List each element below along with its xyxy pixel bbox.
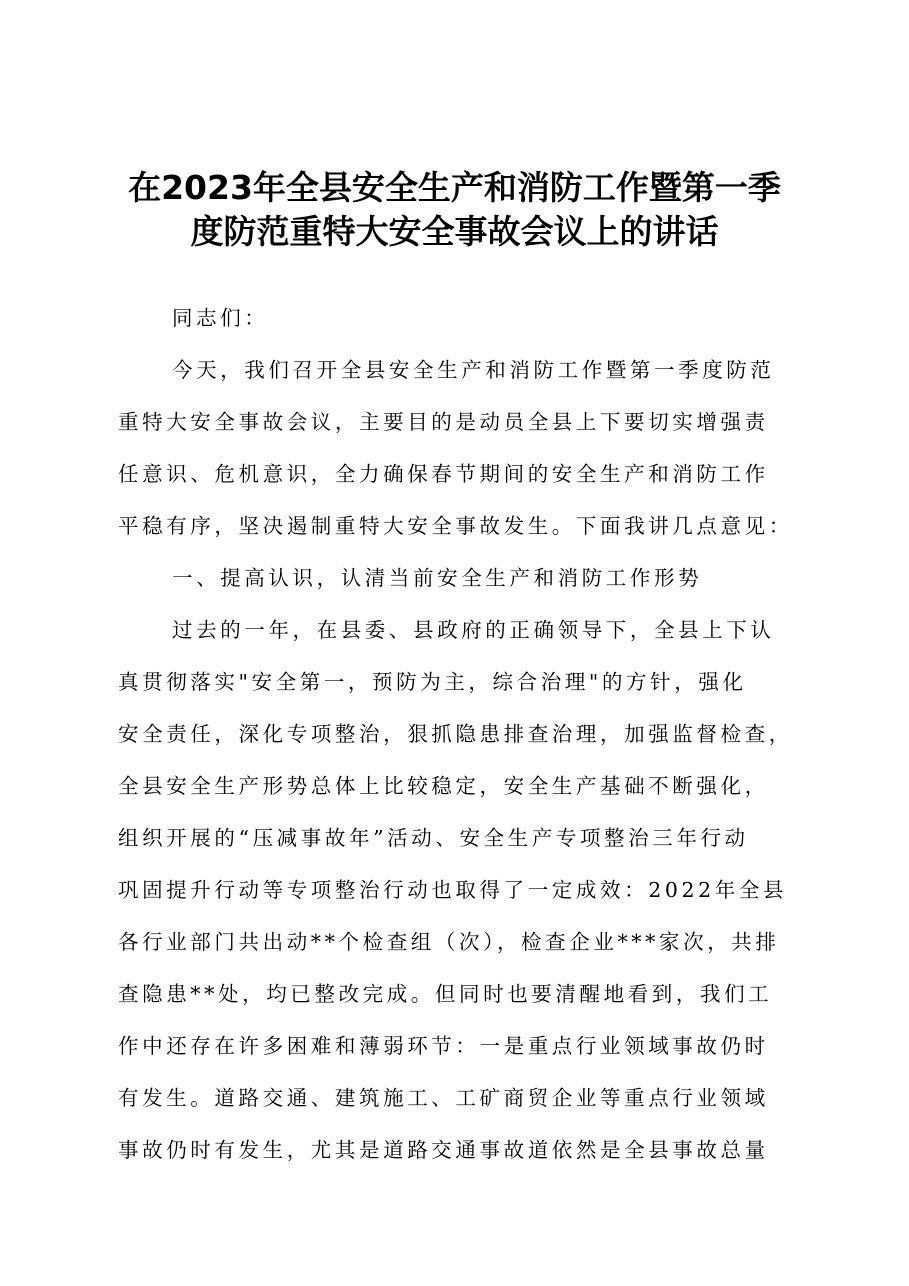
paragraph-2-line-2: 真贯彻落实"安全第一，预防为主，综合治理"的方针，强化 [118, 670, 747, 694]
paragraph-2-line-10: 有发生。道路交通、建筑施工、工矿商贸企业等重点行业领域 [118, 1086, 769, 1110]
paragraph-1-line-1: 今天，我们召开全县安全生产和消防工作暨第一季度防范 [172, 358, 775, 382]
paragraph-2-line-9: 作中还存在许多困难和薄弱环节：一是重点行业领域事故仍时 [118, 1034, 769, 1058]
paragraph-1-line-4: 平稳有序，坚决遏制重特大安全事故发生。下面我讲几点意见： [118, 514, 793, 538]
paragraph-2-line-4: 全县安全生产形势总体上比较稳定，安全生产基础不断强化， [118, 774, 769, 798]
paragraph-2-line-8: 查隐患**处，均已整改完成。但同时也要清醒地看到，我们工 [118, 982, 773, 1006]
document-title-line-1: 在2023年全县安全生产和消防工作暨第一季 [128, 168, 781, 207]
section-1-heading: 一、提高认识，认清当前安全生产和消防工作形势 [172, 566, 703, 590]
paragraph-1-line-3: 任意识、危机意识，全力确保春节期间的安全生产和消防工作 [118, 462, 769, 486]
paragraph-2-line-6: 巩固提升行动等专项整治行动也取得了一定成效：2022年全县 [118, 878, 788, 902]
document-title-line-2: 度防范重特大安全事故会议上的讲话 [190, 212, 719, 251]
paragraph-2-line-3: 安全责任，深化专项整治，狠抓隐患排查治理，加强监督检查， [118, 722, 793, 746]
paragraph-2-line-11: 事故仍时有发生，尤其是道路交通事故道依然是全县事故总量 [118, 1138, 769, 1162]
paragraph-1-line-2: 重特大安全事故会议，主要目的是动员全县上下要切实增强责 [118, 410, 769, 434]
greeting: 同志们： [172, 306, 269, 330]
paragraph-2-line-1: 过去的一年，在县委、县政府的正确领导下，全县上下认 [172, 618, 775, 642]
paragraph-2-line-7: 各行业部门共出动**个检查组（次），检查企业***家次，共排 [118, 930, 780, 954]
paragraph-2-line-5: 组织开展的“压减事故年”活动、安全生产专项整治三年行动 [118, 826, 749, 850]
